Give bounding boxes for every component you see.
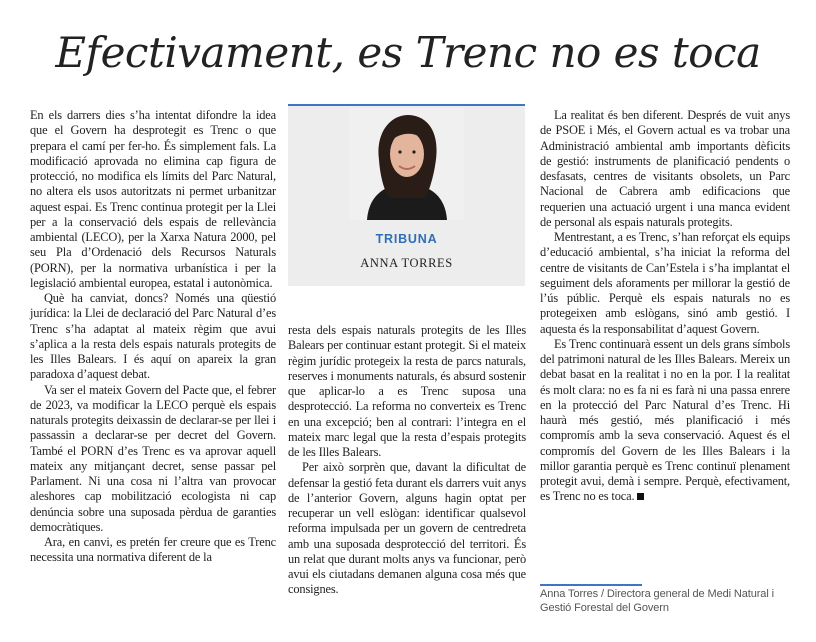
tribuna-box [288, 104, 525, 286]
paragraph: resta dels espais naturals protegits de les Illes Balears per continuar estant protegit. Si el mateix règim jurídic protegeix la resta de parcs naturals, reserves i monuments naturals, és absurd sostenir que aplicar-lo a es Trenc suposa una desprotecció. La reforma no converteix es Trenc en una excepció; ben al contrari: l’integra en el mateix marc legal que la resta d’espais protegits de les Illes Balears. [288, 323, 526, 459]
paragraph: Ara, en canvi, es pretén fer creure que es Trenc necessita una normativa diferent de la [30, 535, 276, 565]
portrait-illustration [349, 108, 464, 220]
author-name: ANNA TORRES [360, 256, 453, 270]
footer-divider [540, 584, 642, 586]
paragraph: En els darrers dies s’ha intentat difondre la idea que el Govern ha desprotegit es Trenc o que prepara el camí per fer-ho. És simplement fals. La modificació aprovada no elimina cap figura de protecció, no modifica els límits del Parc Natural, no altera els usos autoritzats ni permet urbanitzar aquest espai. Es Trenc continua protegit per la Llei per a la conservació dels espais de rellevància ambiental (LECO), per la Xarxa Natura 2000, pel seu Pla d’Ordenació dels Recursos Naturals (PORN), per la normativa urbanística i per la legislació ambiental europea, estatal i autonòmica. [30, 108, 276, 290]
article-column-3 [540, 108, 790, 505]
paragraph: La realitat és ben diferent. Després de vuit anys de PSOE i Més, el Govern actual es va trobar una Administració ambiental amb importants dèficits de gestió: instruments de planificació pendents o desfasats, centres de visitants obsolets, un Parc Nacional de Cabrera amb edificacions que requerien una actuació urgent i una manca evident de personal als espais naturals protegits. [540, 108, 790, 229]
author-byline: Anna Torres / Directora general de Medi Natural i Gestió Forestal del Govern [540, 588, 774, 614]
article-column-2 [288, 323, 526, 598]
headline: Efectivament, es Trenc no es toca [55, 28, 761, 77]
paragraph [540, 337, 790, 505]
tribuna-label: TRIBUNA [375, 232, 438, 246]
article-column-1 [30, 108, 276, 566]
paragraph: Què ha canviat, doncs? Només una qüestió jurídica: la Llei de declaració del Parc Natural d’es Trenc s’ha adaptat al mateix règim que avui s’aplica a la resta dels espais naturals protegits de les Illes Balears. I és aquí on apareix la gran paradoxa d’aquest debat. [30, 291, 276, 382]
paragraph: Va ser el mateix Govern del Pacte que, el febrer de 2023, va modificar la LECO perquè els espais naturals protegits deixassin de declarar-se per llei i passassin a declarar-se per decret del Govern. També el PORN d’es Trenc es va aprovar aquell mateix any mitjançant decret, sense passar pel Parlament. Ni una cosa ni l’altra van provocar aleshores cap mobilització ecologista ni cap denúncia sobre una suposada pèrdua de garanties democràtiques. [30, 382, 276, 534]
paragraph: Per això sorprèn que, davant la dificultat de defensar la gestió feta durant els darrers vuit anys de l’anterior Govern, alguns hagin optat per recuperar un vell eslògan: identificar qualsevol reforma impulsada per un govern de centredreta amb una suposada desprotecció del territori. És un relat que durant molts anys va funcionar, però avui els ciutadans demanen alguna cosa més que consignes. [288, 460, 526, 597]
paragraph: Mentrestant, a es Trenc, s’han reforçat els equips d’educació ambiental, s’ha iniciat la reforma del centre de visitants de Can’Estela i s’ha implantat el seguiment dels aforaments per millorar la gestió de l’ús públic. Perquè els espais naturals no es protegeixen amb eslògans, sinó amb gestió. I aquesta és la responsabilitat d’aquest Govern. [540, 230, 790, 336]
author-portrait [349, 108, 464, 220]
end-mark-icon [637, 493, 644, 500]
final-paragraph-text: Es Trenc continuarà essent un dels grans símbols del patrimoni natural de les Illes Balears. Mereix un debat basat en la realitat i no en la por. I la realitat és molt clara: no es fa ni es farà ni una passa enrere en la protecció del Parc Natural d’es Trenc. Hi haurà més gestió, més planificació i més compromís amb la seva conservació. Aquest és el compromís del Govern de les Illes Balears i la millor garantia perquè es Trenc continuï plenament protegit avui, demà i sempre. Perquè, efectivament, es Trenc no es toca. [540, 336, 790, 504]
